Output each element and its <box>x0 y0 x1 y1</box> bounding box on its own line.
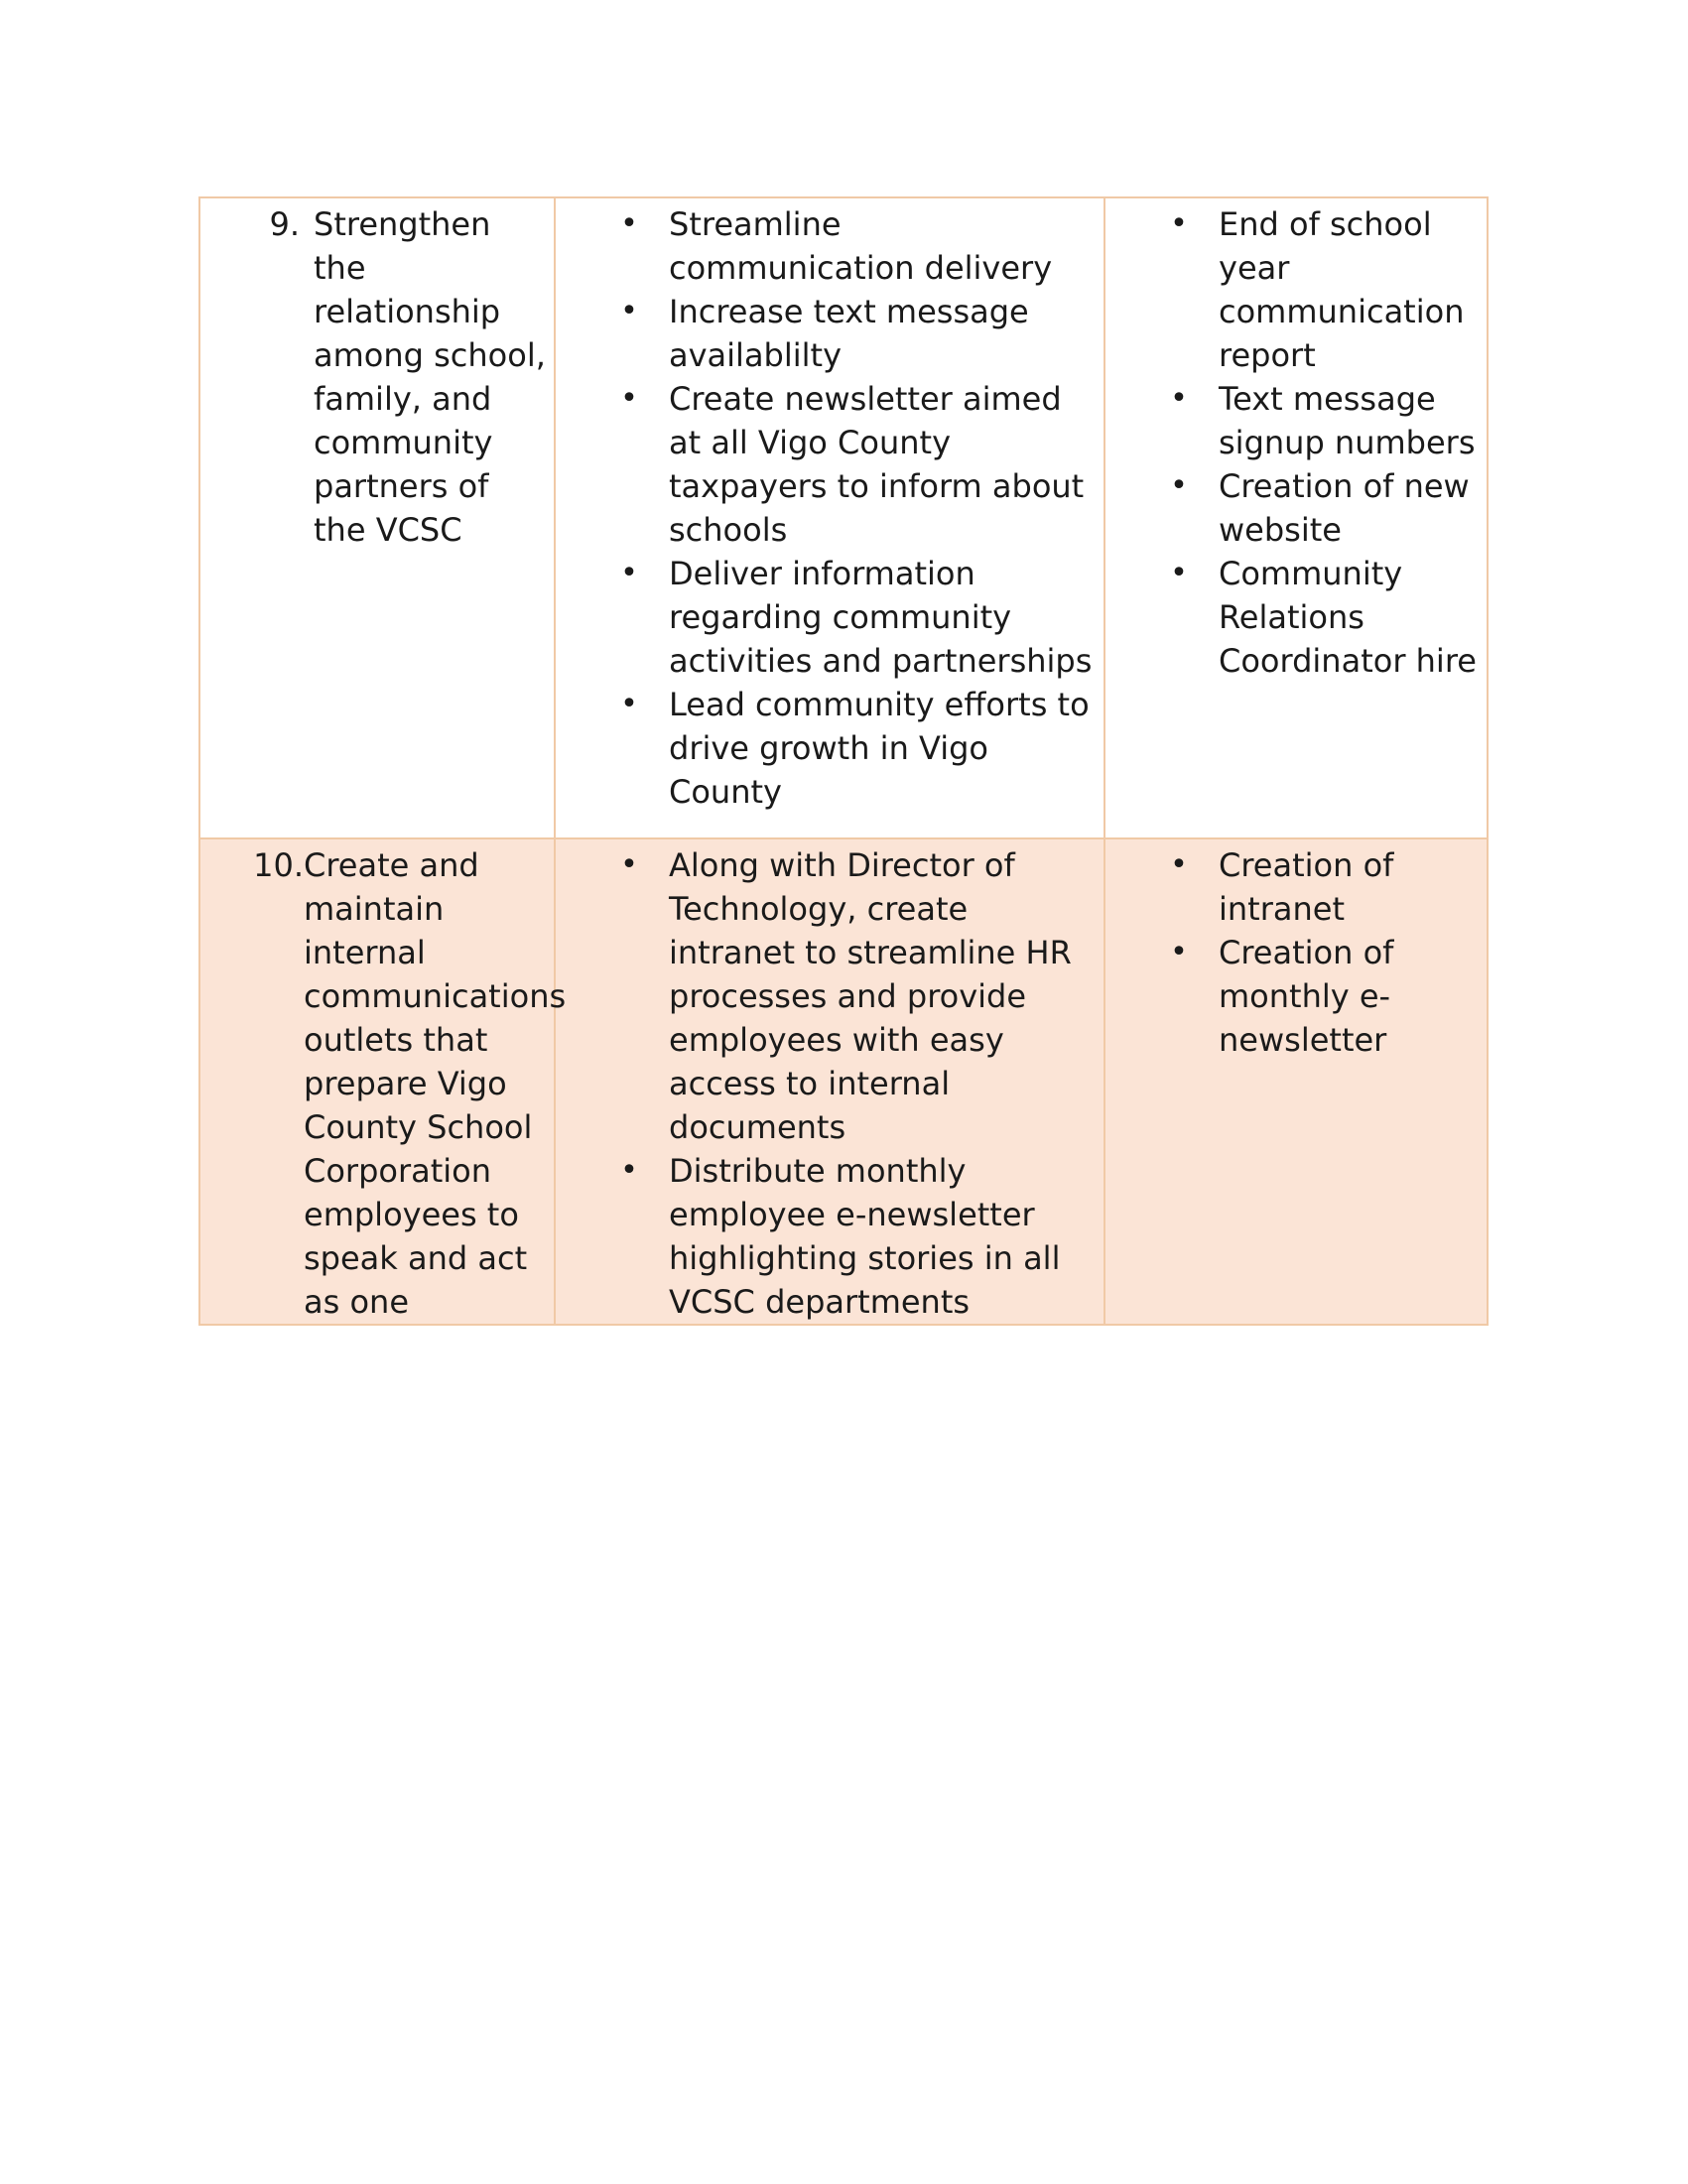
strategy-text: Create newsletter aimed at all Vigo County taxpayers to inform about schools <box>669 380 1085 549</box>
measures-cell <box>1104 197 1488 838</box>
list-item <box>556 843 1094 1149</box>
strategy-text: Increase text message availablilty <box>669 293 1029 374</box>
strategy-text: Streamline communication delivery <box>669 205 1053 287</box>
list-item <box>556 1149 1094 1324</box>
goals-table <box>198 196 1489 1326</box>
table-row <box>199 197 1488 838</box>
bullet-icon: • <box>620 381 638 416</box>
strategy-text: Along with Director of Technology, create intranet to streamline HR processes and provide employees with easy access to internal documents <box>669 846 1072 1146</box>
bullet-icon: • <box>620 294 638 328</box>
measures-list <box>1105 198 1487 683</box>
goal-number: 9. <box>269 205 300 243</box>
goal-text: Create and maintain internal communications outlets that prepare Vigo County School Corporation employees to speak and act as one <box>304 846 567 1321</box>
measures-list <box>1105 839 1487 1062</box>
strategies-cell <box>555 197 1104 838</box>
list-item <box>1105 552 1477 683</box>
bullet-icon: • <box>1170 556 1188 590</box>
measure-text: Text message signup numbers <box>1219 380 1476 461</box>
measure-text: Creation of new website <box>1219 467 1470 549</box>
list-item <box>556 683 1094 814</box>
bullet-icon: • <box>620 687 638 721</box>
goal-number: 10. <box>253 846 304 884</box>
bullet-icon: • <box>620 556 638 590</box>
measure-text: Creation of monthly e-newsletter <box>1219 934 1394 1059</box>
strategies-list <box>556 198 1104 814</box>
list-item <box>1105 843 1477 931</box>
goal-text: Strengthen the relationship among school, family, and community partners of the VCSC <box>314 205 546 549</box>
bullet-icon: • <box>1170 206 1188 241</box>
strategy-text: Distribute monthly employee e-newsletter highlighting stories in all VCSC departments <box>669 1152 1061 1321</box>
measures-cell <box>1104 838 1488 1325</box>
strategies-cell <box>555 838 1104 1325</box>
list-item <box>1105 377 1477 464</box>
list-item <box>1105 931 1477 1062</box>
bullet-icon: • <box>1170 468 1188 503</box>
goal-cell <box>199 197 555 838</box>
list-item <box>556 552 1094 683</box>
bullet-icon: • <box>1170 847 1188 882</box>
goal-cell <box>199 838 567 1325</box>
bullet-icon: • <box>620 206 638 241</box>
list-item <box>1105 202 1477 377</box>
measure-text: End of school year communication report <box>1219 205 1465 374</box>
bullet-icon: • <box>1170 935 1188 969</box>
measure-text: Community Relations Coordinator hire <box>1219 555 1477 680</box>
strategies-list <box>556 839 1104 1324</box>
strategy-text: Deliver information regarding community activities and partnerships <box>669 555 1093 680</box>
list-item <box>556 202 1094 290</box>
list-item <box>556 290 1094 377</box>
strategy-text: Lead community efforts to drive growth in Vigo County <box>669 686 1090 811</box>
list-item <box>1105 464 1477 552</box>
bullet-icon: • <box>620 1153 638 1188</box>
table-row <box>199 838 1488 1325</box>
list-item <box>556 377 1094 552</box>
bullet-icon: • <box>620 847 638 882</box>
measure-text: Creation of intranet <box>1219 846 1394 928</box>
bullet-icon: • <box>1170 381 1188 416</box>
